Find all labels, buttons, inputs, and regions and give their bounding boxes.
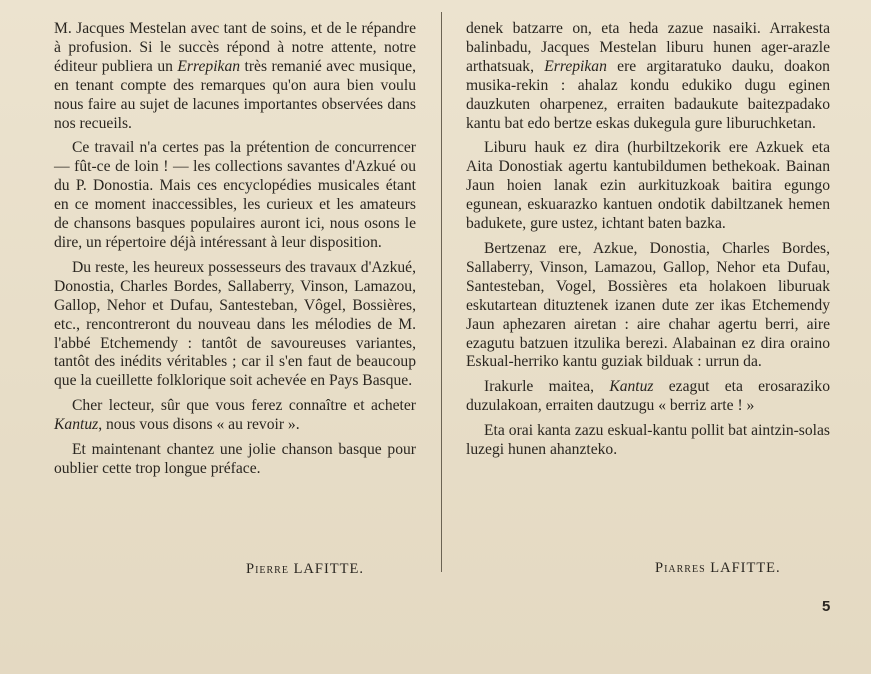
- paragraph: Ce travail n'a certes pas la prétention de concurrencer — fût-ce de loin ! — les collections savantes d'Azkué ou du P. Donostia. Mais ces encyclopédies musicales étant en ce moment inaccessibles, les curieux et les amateurs de chansons basques populaires auront ici, nous osons le dire, un répertoire déjà intéressant à leur disposition.: [54, 139, 416, 251]
- paragraph: Liburu hauk ez dira (hurbiltzekorik ere Azkuek eta Aita Donostiak agertu kantubildumen bethekoak. Bainan Jaun hoien lanak ezin aurkituzkoak baitira egungo egunean, eskuarazko kantuen ondotik dabiltzanek hemen badukete, gure ustez, ichtant baten bazka.: [466, 139, 830, 233]
- paragraph: Cher lecteur, sûr que vous ferez connaître et acheter Kantuz, nous vous disons « au revoir ».: [54, 397, 416, 434]
- paragraph: Et maintenant chantez une jolie chanson basque pour oublier cette trop longue préface.: [54, 441, 416, 477]
- italic-title: Kantuz: [54, 416, 99, 434]
- paragraph: Du reste, les heureux possesseurs des travaux d'Azkué, Donostia, Charles Bordes, Sallaberry, Vinson, Lamazou, Gallop, Nehor et Dufau, Santesteban, Vôgel, Bossières, etc., rencontreront du nouveau dans les mélodies de M. l'abbé Etchemendy : tantôt de savoureuses variantes, tantôt des inédits véritables ; car il s'en faut de beaucoup que la cueillette folklorique soit achevée en Pays Basque.: [54, 258, 416, 390]
- column-divider: [441, 12, 442, 572]
- paragraph: Eta orai kanta zazu eskual-kantu pollit bat aintzin-solas luzegi hunen ahanzteko.: [466, 422, 830, 459]
- paragraph: Irakurle maitea, Kantuz ezagut eta erosaraziko duzulakoan, erraiten dautzugu « berriz arte ! »: [466, 378, 830, 415]
- italic-title: Errepikan: [544, 57, 607, 75]
- paragraph: denek batzarre on, eta heda zazue nasaiki. Arrakesta balinbadu, Jacques Mestelan liburu hunen ager-arazle arthatsuak, Errepikan ere argitaratuko dauku, doakon musika-rekin : ahalaz kondu edukiko dugu eginen dauzkuten oharpenez, erraiten badaukute baitezpadako kantu bat edo bertze eskas dukegula gure liburuchketan.: [466, 20, 830, 132]
- signature-basque: Piarres LAFITTE.: [655, 560, 781, 576]
- italic-title: Kantuz: [609, 378, 654, 396]
- paragraph: Bertzenaz ere, Azkue, Donostia, Charles Bordes, Sallaberry, Vinson, Lamazou, Gallop, Nehor eta Dufau, Santesteban, Vogel, Bossières eta holakoen liburuak eskutartean dituztenek izanen dute zer ikas Etchemendy Jaun aphezaren airetan : aire chahar agertu berri, aire ezagutu batzuen itzulika berezi. Alabainan ez dira oraino Eskual-herriko kantu guziak bilduak : urrun da.: [466, 239, 830, 371]
- italic-title: Errepikan: [177, 57, 241, 75]
- french-column: [54, 20, 416, 485]
- page-number: 5: [822, 598, 831, 615]
- basque-column: [466, 20, 830, 466]
- signature-french: Pierre LAFITTE.: [246, 561, 364, 577]
- paragraph: M. Jacques Mestelan avec tant de soins, et de le répandre à profusion. Si le succès répond à notre attente, notre éditeur publiera un Errepikan très remanié avec musique, en tenant compte des remarques qu'on aura bien voulu nous faire au sujet de lacunes importantes observées dans nos recueils.: [54, 20, 416, 132]
